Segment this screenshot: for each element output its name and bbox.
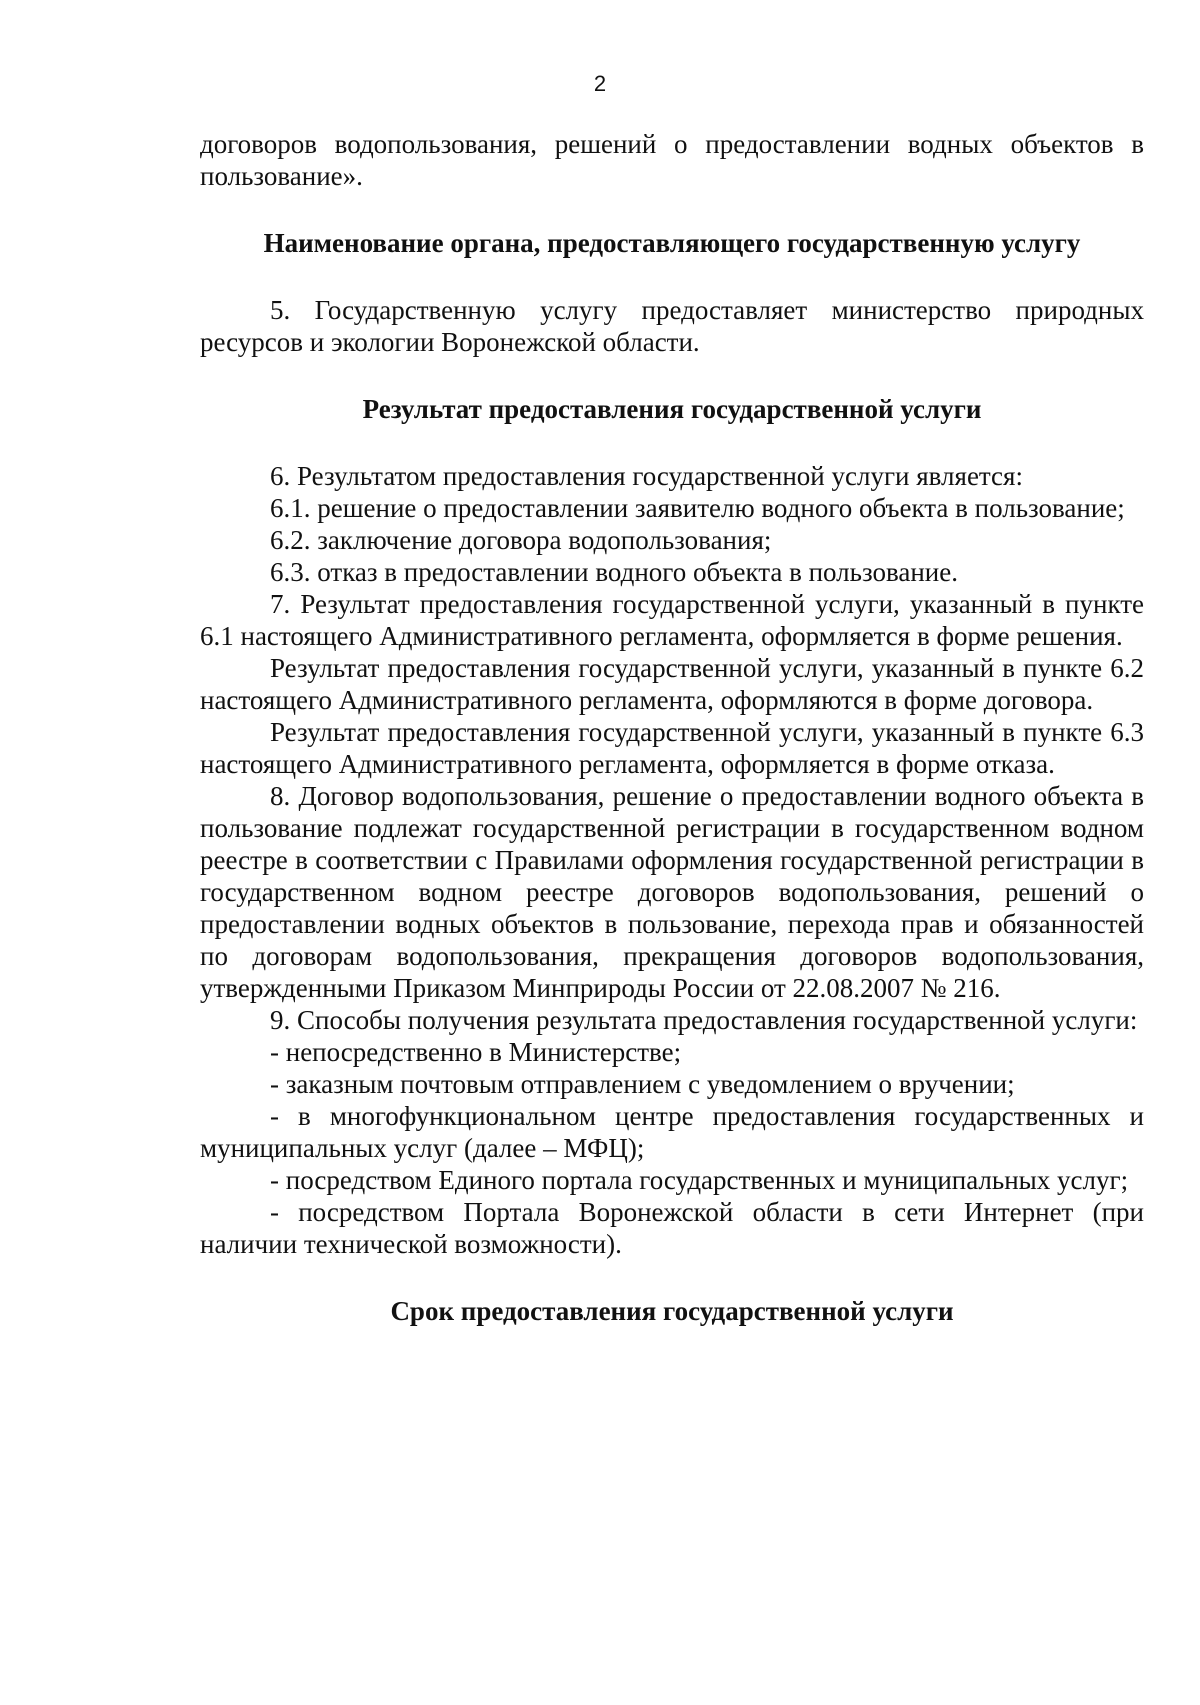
paragraph-intro-continuation: договоров водопользования, решений о предоставлении водных объектов в пользование». — [200, 129, 1144, 191]
page-number: 2 — [593, 71, 607, 96]
paragraph-6-2: 6.2. заключение договора водопользования; — [270, 525, 772, 555]
paragraph-5: 5. Государственную услугу предоставляет министерство природных ресурсов и экологии Воронежской области. — [200, 295, 1144, 357]
paragraph-9: 9. Способы получения результата предоставления государственной услуги: — [270, 1005, 1138, 1035]
paragraph-7-b: Результат предоставления государственной услуги, указанный в пункте 6.2 настоящего Административного регламента, оформляются в форме договора. — [200, 653, 1144, 715]
heading-term: Срок предоставления государственной услуги — [390, 1296, 954, 1326]
paragraph-7: 7. Результат предоставления государственной услуги, указанный в пункте 6.1 настоящего Административного регламента, оформляется в форме решения. — [200, 589, 1144, 651]
paragraph-6-3: 6.3. отказ в предоставлении водного объекта в пользование. — [270, 557, 958, 587]
paragraph-6-1: 6.1. решение о предоставлении заявителю водного объекта в пользование; — [270, 493, 1125, 523]
paragraph-9-5: - посредством Портала Воронежской области в сети Интернет (при наличии технической возможности). — [200, 1197, 1144, 1259]
paragraph-7-c: Результат предоставления государственной услуги, указанный в пункте 6.3 настоящего Административного регламента, оформляется в форме отказа. — [200, 717, 1144, 779]
heading-organ: Наименование органа, предоставляющего государственную услугу — [263, 228, 1081, 258]
paragraph-6: 6. Результатом предоставления государственной услуги является: — [270, 461, 1023, 491]
paragraph-9-1: - непосредственно в Министерстве; — [270, 1037, 682, 1067]
paragraph-9-4: - посредством Единого портала государственных и муниципальных услуг; — [270, 1165, 1129, 1195]
paragraph-9-3: - в многофункциональном центре предоставления государственных и муниципальных услуг (далее – МФЦ); — [200, 1101, 1144, 1163]
document-body — [200, 128, 1144, 1327]
paragraph-8: 8. Договор водопользования, решение о предоставлении водного объекта в пользование подлежат государственной регистрации в государственном водном реестре в соответствии с Правилами оформления государственной регистрации в государственном водном реестре договоров водопользования, решений о предоставлении водных объектов в пользование, перехода прав и обязанностей по договорам водопользования, прекращения договоров водопользования, утвержденными Приказом Минприроды России от 22.08.2007 № 216. — [200, 781, 1144, 1003]
heading-result: Результат предоставления государственной услуги — [362, 394, 982, 424]
paragraph-9-2: - заказным почтовым отправлением с уведомлением о вручении; — [270, 1069, 1015, 1099]
